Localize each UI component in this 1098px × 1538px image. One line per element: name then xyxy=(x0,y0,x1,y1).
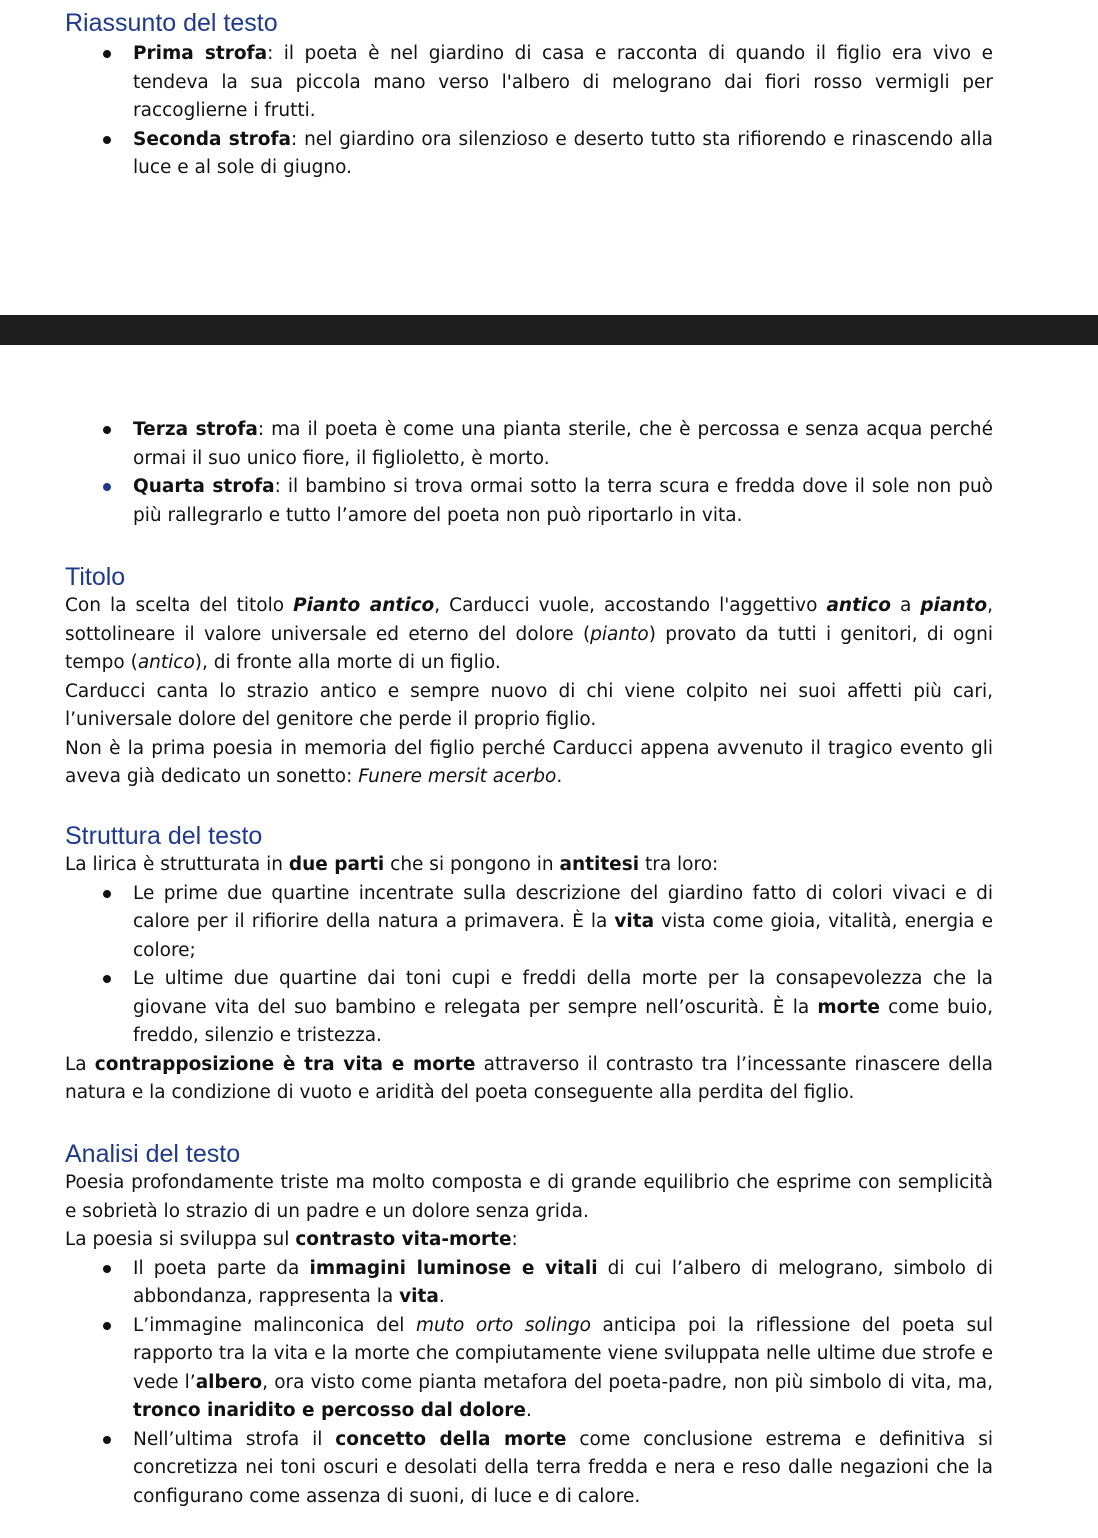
list-item-orto-solingo: L’immagine malinconica del muto orto solingo anticipa poi la riflessione del poeta sul rapporto tra la vita e la morte che compiutamente viene sviluppata nelle ultime due strofe e vede l’albero, ora visto come pianta metafora del poeta-padre, non più simbolo di vita, ma, tronco inaridito e percosso dal dolore. xyxy=(65,1312,993,1426)
list-item-concetto-morte: Nell’ultima strofa il concetto della morte come conclusione estrema e definitiva si concretizza nei toni oscuri e desolati della terra fredda e nera e reso dalle negazioni che la configurano come assenza di suoni, di luce e di calore. xyxy=(65,1426,993,1512)
heading-struttura: Struttura del testo xyxy=(65,822,263,850)
dark-divider-band xyxy=(0,315,1098,345)
section-riassunto-part2 xyxy=(65,416,993,530)
titolo-paragraph-3: Non è la prima poesia in memoria del figlio perché Carducci appena avvenuto il tragico evento gli aveva già dedicato un sonetto: Funere mersit acerbo. xyxy=(65,737,993,787)
section-riassunto-part1 xyxy=(65,8,993,183)
heading-riassunto: Riassunto del testo xyxy=(65,9,278,37)
analisi-paragraph-2: La poesia si sviluppa sul contrasto vita-morte: xyxy=(65,1229,518,1250)
riassunto-list-1 xyxy=(65,40,993,183)
heading-titolo: Titolo xyxy=(65,563,126,591)
heading-analisi: Analisi del testo xyxy=(65,1140,241,1168)
titolo-paragraph-2: Carducci canta lo strazio antico e sempre nuovo di chi viene colpito nei suoi affetti più cari, l’universale dolore del genitore che perde il proprio figlio. xyxy=(65,680,993,730)
section-struttura xyxy=(65,821,993,1108)
list-item-prime-quartine: Le prime due quartine incentrate sulla descrizione del giardino fatto di colori vivaci e di calore per il rifiorire della natura a primavera. È la vita vista come gioia, vitalità, energia e colore; xyxy=(65,880,993,966)
titolo-paragraph-1: Con la scelta del titolo Pianto antico, Carducci vuole, accostando l'aggettivo antico a pianto, sottolineare il valore universale ed eterno del dolore (pianto) provato da tutti i genitori, di ogni tempo (antico), di fronte alla morte di un figlio. xyxy=(65,595,993,673)
riassunto-list-2 xyxy=(65,416,993,530)
analisi-list xyxy=(65,1255,993,1512)
list-item-quarta-strofa: Quarta strofa: il bambino si trova ormai sotto la terra scura e fredda dove il sole non può più rallegrarlo e tutto l’amore del poeta non può riportarlo in vita. xyxy=(65,473,993,530)
struttura-intro: La lirica è strutturata in due parti che si pongono in antitesi tra loro: xyxy=(65,854,719,875)
list-item-terza-strofa: Terza strofa: ma il poeta è come una pianta sterile, che è percossa e senza acqua perché ormai il suo unico fiore, il figlioletto, è morto. xyxy=(65,416,993,473)
analisi-paragraph-1: Poesia profondamente triste ma molto composta e di grande equilibrio che esprime con semplicità e sobrietà lo strazio di un padre e un dolore senza grida. xyxy=(65,1172,993,1222)
struttura-list xyxy=(65,880,993,1051)
section-analisi xyxy=(65,1139,993,1511)
list-item-seconda-strofa: Seconda strofa: nel giardino ora silenzioso e deserto tutto sta rifiorendo e rinascendo alla luce e al sole di giugno. xyxy=(65,126,993,183)
list-item-immagini-luminose: Il poeta parte da immagini luminose e vitali di cui l’albero di melograno, simbolo di abbondanza, rappresenta la vita. xyxy=(65,1255,993,1312)
section-titolo xyxy=(65,562,993,792)
struttura-outro: La contrapposizione è tra vita e morte attraverso il contrasto tra l’incessante rinascere della natura e la condizione di vuoto e aridità del poeta conseguente alla perdita del figlio. xyxy=(65,1053,994,1103)
list-item-ultime-quartine: Le ultime due quartine dai toni cupi e freddi della morte per la consapevolezza che la giovane vita del suo bambino e relegata per sempre nell’oscurità. È la morte come buio, freddo, silenzio e tristezza. xyxy=(65,965,993,1051)
list-item-prima-strofa: Prima strofa: il poeta è nel giardino di casa e racconta di quando il figlio era vivo e tendeva la sua piccola mano verso l'albero di melograno dai fiori rosso vermigli per raccoglierne i frutti. xyxy=(65,40,993,126)
